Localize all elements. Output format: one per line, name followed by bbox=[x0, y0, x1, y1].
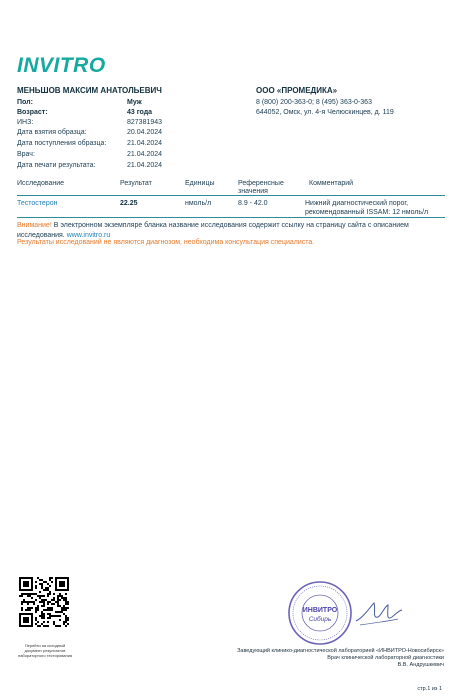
header-reference-line-2: значения bbox=[238, 188, 268, 195]
header-reference-line-1: Референсные bbox=[238, 180, 284, 187]
disclaimer: Результаты исследований не являются диагнозом, необходима консультация специалиста. bbox=[17, 239, 315, 246]
test-comment-line-2: рекомендованный ISSAM: 12 нмоль/л bbox=[305, 208, 429, 216]
organization-phone: 8 (800) 200-363-0; 8 (495) 363-0-363 bbox=[256, 99, 372, 106]
patient-field-value: 20.04.2024 bbox=[127, 129, 163, 136]
test-name-link[interactable]: Тестостерон bbox=[17, 200, 58, 207]
header-result: Результат bbox=[120, 180, 152, 187]
patient-field-label: Врач: bbox=[17, 151, 35, 158]
header-test: Исследование bbox=[17, 180, 65, 187]
header-comment: Комментарий bbox=[309, 180, 354, 187]
laboratory-stamp-icon bbox=[287, 580, 353, 646]
svg-text:ИНВИТРО: ИНВИТРО bbox=[302, 607, 338, 614]
test-units: нмоль/л bbox=[185, 200, 212, 207]
signer-position: Врач клинической лабораторной диагностики bbox=[327, 655, 444, 661]
patient-field-value: 21.04.2024 bbox=[127, 140, 163, 147]
patient-field-label: Возраст: bbox=[17, 109, 48, 116]
patient-field-value: 827381943 bbox=[127, 119, 163, 126]
signer-title: Заведующий клинико-диагностической лабораторией «ИНВИТРО-Новосибирск» bbox=[237, 648, 444, 654]
qr-caption: Перейти на исходный документ результатов лабораторного тестирования bbox=[17, 643, 73, 658]
patient-field-label: Дата поступления образца: bbox=[17, 140, 107, 147]
page-number: стр.1 из 1 bbox=[417, 686, 442, 692]
patient-field-value: Муж bbox=[127, 99, 142, 106]
patient-field-label: ИНЗ: bbox=[17, 119, 34, 126]
test-reference: 8.9 - 42.0 bbox=[238, 200, 268, 207]
electronic-copy-notice bbox=[17, 221, 447, 241]
doctor-signature-icon bbox=[352, 597, 404, 629]
table-divider-top bbox=[17, 195, 445, 196]
qr-code-icon[interactable] bbox=[19, 577, 69, 627]
patient-field-value: 21.04.2024 bbox=[127, 151, 163, 158]
header-units: Единицы bbox=[185, 180, 215, 187]
patient-field-label: Пол: bbox=[17, 99, 33, 106]
notice-text: В электронном экземпляре бланка название исследования содержит ссылку на страницу сайта с описанием исследования. bbox=[17, 222, 409, 239]
header-reference bbox=[238, 180, 284, 196]
invitro-logo: INVITRO bbox=[17, 54, 106, 77]
attention-label: Внимание! bbox=[17, 222, 52, 229]
test-comment-line-1: Нижний диагностический порог, bbox=[305, 200, 409, 207]
patient-name: МЕНЬШОВ МАКСИМ АНАТОЛЬЕВИЧ bbox=[17, 86, 162, 95]
signer-name: В.В. Андрушкевич bbox=[397, 662, 444, 668]
organization-name: ООО «ПРОМЕДИКА» bbox=[256, 86, 338, 95]
patient-field-label: Дата печати результата: bbox=[17, 162, 96, 169]
invitro-url-link[interactable]: www.invitro.ru bbox=[66, 232, 111, 239]
test-result: 22.25 bbox=[120, 200, 138, 207]
test-comment bbox=[305, 200, 428, 217]
table-divider-bottom bbox=[17, 217, 445, 218]
patient-field-value: 21.04.2024 bbox=[127, 162, 163, 169]
patient-field-value: 43 года bbox=[127, 109, 153, 116]
patient-field-label: Дата взятия образца: bbox=[17, 129, 87, 136]
organization-address: 644052, Омск, ул. 4-я Челюскинцев, д. 119 bbox=[256, 109, 394, 116]
svg-text:Сибирь: Сибирь bbox=[308, 616, 332, 623]
